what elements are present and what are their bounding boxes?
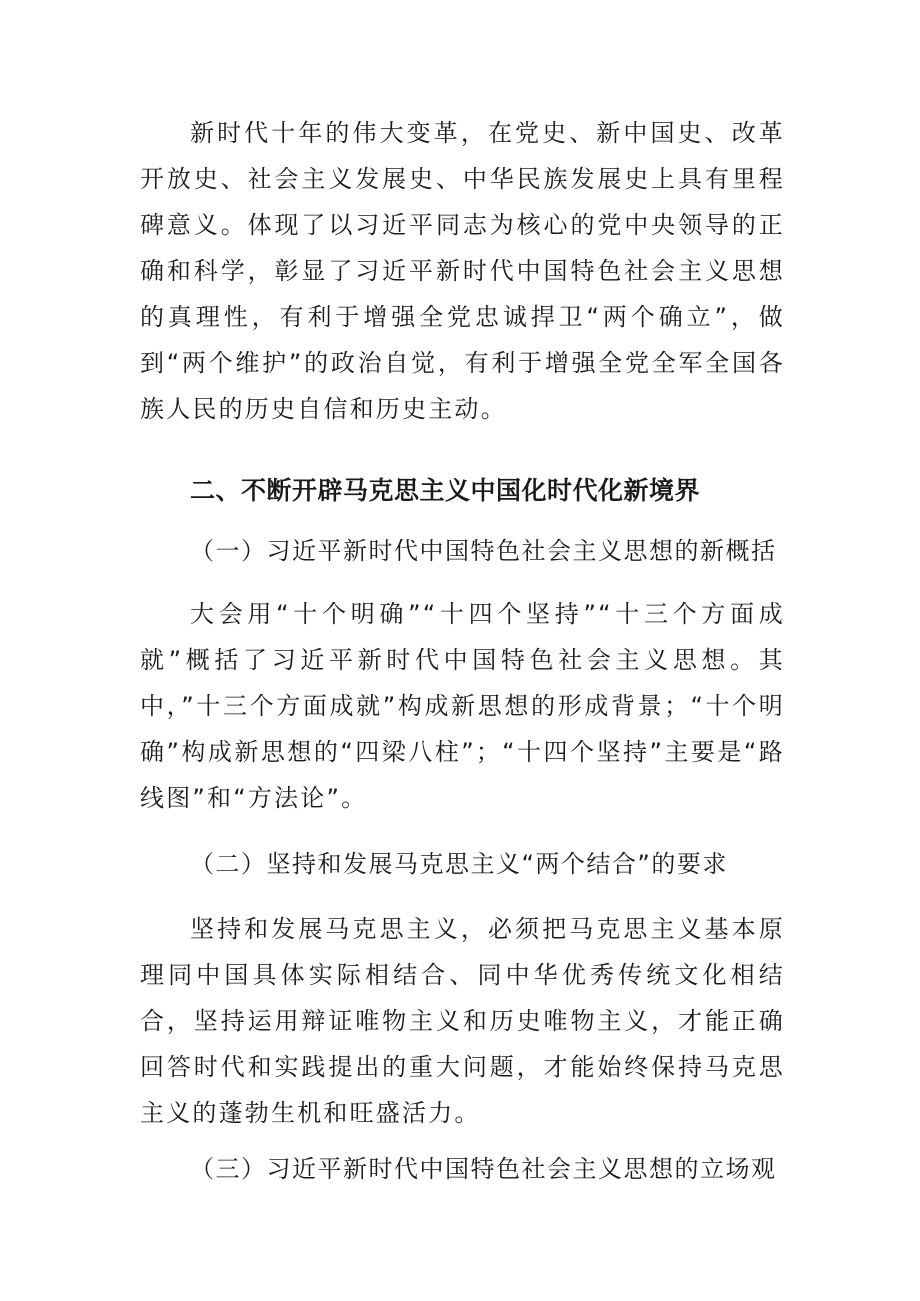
section-heading-2: 二、不断开辟马克思主义中国化时代化新境界 — [190, 476, 701, 505]
subheading-stance-viewpoint: （三）习近平新时代中国特色社会主义思想的立场观 — [190, 1155, 777, 1183]
subheading-new-summary: （一）习近平新时代中国特色社会主义思想的新概括 — [190, 537, 777, 565]
subheading-two-integrations: （二）坚持和发展马克思主义“两个结合”的要求 — [190, 850, 728, 878]
paragraph-reform-significance: 新时代十年的伟大变革，在党史、新中国史、改革开放史、社会主义发展史、中华民族发展史上具有里程碑意义。体现了以习近平同志为核心的党中央领导的正确和科学，彰显了习近平新时代中国特色社会主义思想的真理性，有利于增强全党忠诚捍卫“两个确立”，做到“两个维护”的政治自觉，有利于增强全党全军全国各族人民的历史自信和历史主动。 — [140, 119, 785, 423]
paragraph-new-summary: 大会用“十个明确”“十四个坚持”“十三个方面成就”概括了习近平新时代中国特色社会主义思想。其中，”十三个方面成就”构成新思想的形成背景；“十个明确”构成新思想的“四梁八柱”；“十四个坚持”主要是“路线图”和“方法论”。 — [140, 600, 785, 812]
paragraph-two-integrations: 坚持和发展马克思主义，必须把马克思主义基本原理同中国具体实际相结合、同中华优秀传统文化相结合，坚持运用辩证唯物主义和历史唯物主义，才能正确回答时代和实践提出的重大问题，才能始终保持马克思主义的蓬勃生机和旺盛活力。 — [140, 915, 785, 1127]
